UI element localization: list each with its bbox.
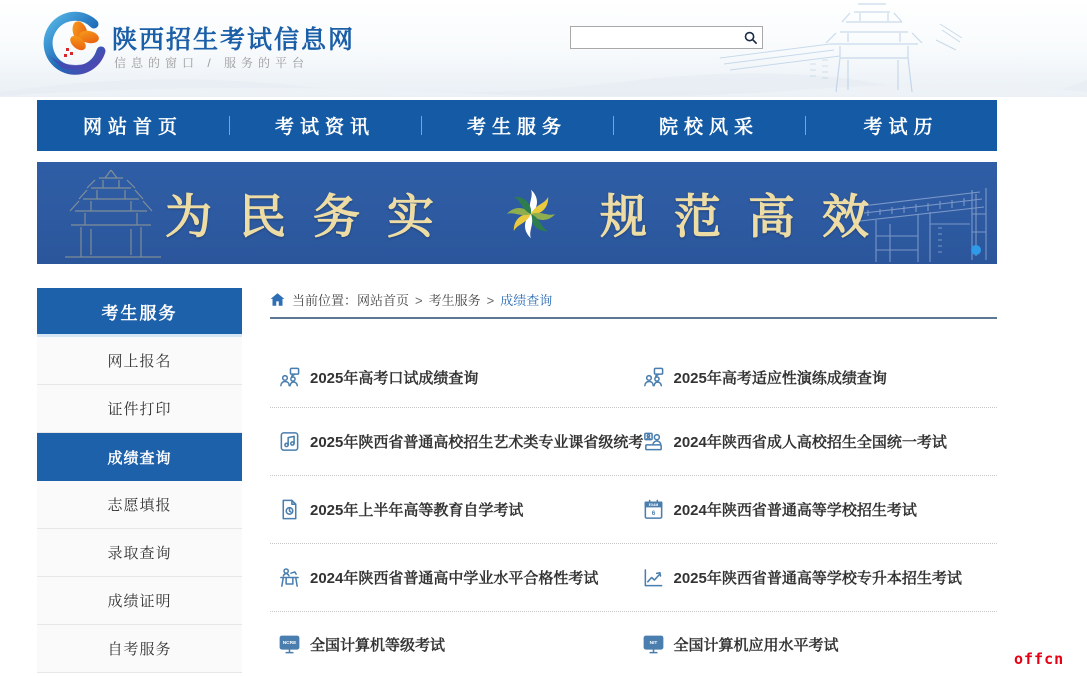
nav-item-label: 院校风采 (658, 117, 759, 138)
search-input[interactable] (571, 27, 738, 48)
service-row (270, 320, 997, 408)
sidebar (37, 288, 242, 673)
search-button[interactable] (738, 27, 762, 48)
breadcrumb-separator: > (486, 292, 495, 308)
sidebar-item-5[interactable]: 成绩证明 (37, 577, 242, 625)
sidebar-item-1[interactable]: 证件打印 (37, 385, 242, 433)
service-link-9[interactable] (634, 633, 998, 656)
search-icon (743, 30, 758, 45)
svg-text:NCRE: NCRE (282, 640, 297, 646)
service-link-7[interactable] (634, 566, 998, 589)
svg-text:EXAM: EXAM (648, 502, 658, 507)
sidebar-item-2[interactable]: 成绩查询 (37, 433, 242, 481)
svg-text:NIT: NIT (649, 640, 657, 646)
monitor-icon (642, 633, 665, 656)
sidebar-item-6[interactable]: 自考服务 (37, 625, 242, 673)
people-chat-icon (278, 366, 301, 389)
breadcrumb-item-1[interactable]: 考生服务 (428, 292, 481, 308)
nav-item-0[interactable] (37, 100, 229, 151)
service-row (270, 408, 997, 476)
service-link-8[interactable] (270, 633, 634, 656)
service-row (270, 544, 997, 612)
site-logo[interactable] (42, 10, 108, 80)
slogan-right: 规范高效 (600, 190, 896, 245)
home-icon[interactable] (270, 292, 285, 307)
service-row (270, 612, 997, 676)
breadcrumb-item-2[interactable]: 成绩查询 (500, 292, 553, 308)
music-note-doc-icon (278, 430, 301, 453)
service-link-5[interactable] (634, 498, 998, 521)
service-label: 2024年陕西省普通高中学业水平合格性考试 (310, 570, 599, 587)
service-label: 全国计算机应用水平考试 (673, 636, 839, 654)
nav-item-label: 考试资讯 (274, 117, 375, 138)
site-tagline: 信息的窗口 / 服务的平台 (114, 56, 310, 70)
slogan-banner (37, 162, 997, 264)
monitor-icon (278, 633, 301, 656)
service-label: 2025年陕西省普通高等学校专升本招生考试 (673, 570, 962, 587)
svg-text:6: 6 (651, 510, 655, 518)
breadcrumb-item-0[interactable]: 网站首页 (357, 292, 410, 308)
blue-dot-decoration (971, 245, 981, 255)
service-row (270, 476, 997, 544)
slogan-left: 为民务实 (165, 190, 461, 245)
nav-item-4[interactable] (805, 100, 997, 151)
site-header (0, 0, 1087, 97)
site-title[interactable]: 陕西招生考试信息网 (112, 26, 356, 54)
service-label: 2025年上半年高等教育自学考试 (310, 502, 524, 519)
service-label: 2024年陕西省成人高校招生全国统一考试 (673, 434, 947, 451)
service-link-0[interactable] (270, 366, 634, 389)
service-label: 2025年高考适应性演练成绩查询 (673, 370, 887, 387)
service-label: 2025年陕西省普通高校招生艺术类专业课省级统考 (310, 434, 644, 451)
breadcrumb-separator: > (415, 292, 423, 308)
nav-item-3[interactable] (613, 100, 805, 151)
breadcrumb (270, 289, 997, 309)
service-link-6[interactable] (270, 566, 634, 589)
sidebar-title: 考生服务 (37, 288, 242, 334)
content-divider (270, 317, 997, 319)
breadcrumb-label: 当前位置： (292, 292, 358, 308)
watermark: offcn (1014, 650, 1065, 668)
people-chat-icon (642, 366, 665, 389)
nav-item-1[interactable] (229, 100, 421, 151)
search-box (570, 26, 763, 49)
person-desk-icon (278, 566, 301, 589)
sidebar-item-4[interactable]: 录取查询 (37, 529, 242, 577)
nav-item-label: 网站首页 (82, 117, 183, 138)
service-link-4[interactable] (270, 498, 634, 521)
nav-item-label: 考试历 (863, 117, 939, 138)
service-link-3[interactable] (634, 430, 998, 453)
exam-calendar-icon (642, 498, 665, 521)
nav-item-2[interactable] (421, 100, 613, 151)
nav-item-label: 考生服务 (466, 117, 567, 138)
service-label: 全国计算机等级考试 (310, 636, 446, 654)
person-counter-icon (642, 430, 665, 453)
document-icon (278, 498, 301, 521)
service-label: 2024年陕西省普通高等学校招生考试 (673, 502, 917, 519)
service-link-2[interactable] (270, 430, 644, 453)
chart-up-icon (642, 566, 665, 589)
sidebar-item-0[interactable]: 网上报名 (37, 337, 242, 385)
pinwheel-icon (503, 186, 559, 242)
main-nav (37, 100, 997, 151)
service-link-1[interactable] (634, 366, 998, 389)
services-list (270, 320, 997, 676)
sidebar-item-3[interactable]: 志愿填报 (37, 481, 242, 529)
service-label: 2025年高考口试成绩查询 (310, 370, 479, 387)
